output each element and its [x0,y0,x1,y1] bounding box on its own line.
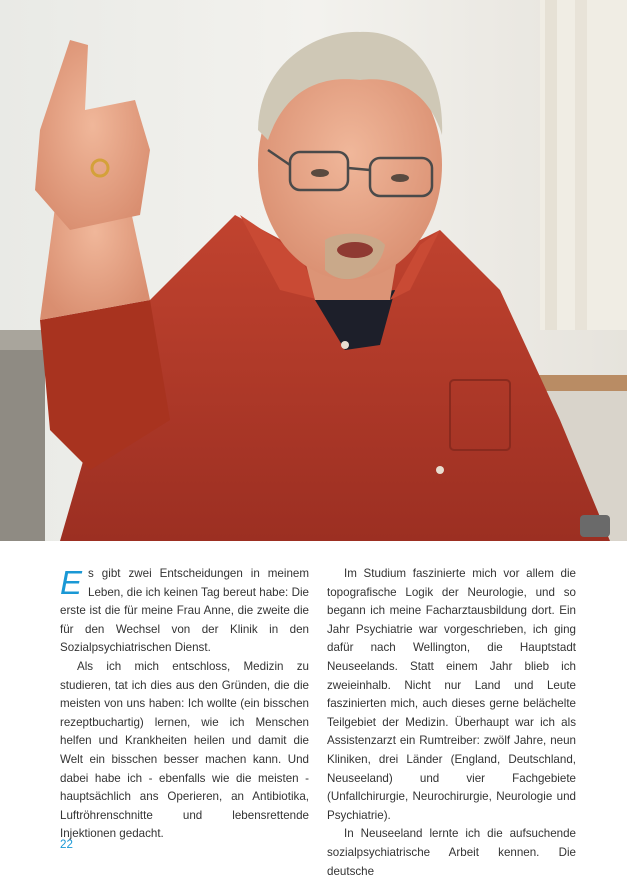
left-text-column [60,565,309,844]
paragraph: Im Studium faszinierte mich vor allem die topografische Logik der Neurologie, und so begann ich meine Facharztausbildung dort. Ein Jahr Psychiatrie war vorgeschrieben, ich ging dafür nach Wellington, die Hauptstadt Neuseelands. Statt einem Jahr blieb ich zweieinhalb. Nicht nur Land und Leute faszinierten mich, auch dieses gerne belächelte Teilgebiet der Medizin. Überhaupt war ich als Assistenzarzt ein Rumtreiber: zwölf Jahre, neun Kliniken, drei Länder (England, Deutschland, Neuseeland) und vier Fachgebiete (Unfallchirurgie, Neurochirurgie, Neurologie und Psychiatrie). [327,567,576,822]
drop-cap: E [60,564,83,601]
right-text-column [327,565,576,881]
paragraph-text: s gibt zwei Entscheidungen in meinem Leben, die ich keinen Tag bereut habe: Die erste ist die für meine Frau Anne, die zweite die für den Wechsel von der Klinik in den Sozialpsychiatrischen Dienst. [60,567,309,655]
paragraph: Als ich mich entschloss, Medizin zu studieren, tat ich dies aus den Gründen, die die meisten von uns haben: Ich wollte (ein bisschen rezeptbuchartig) lernen, wie ich Menschen helfen und Krankheiten heilen und damit die Welt ein bisschen besser machen kann. Und dabei habe ich - ebenfalls wie die meisten - hauptsächlich ans Operieren, an Antibiotika, Luftröhrenschnitte und lebensrettende Injektionen gedacht. [60,659,309,841]
page-number: 22 [60,838,73,851]
paragraph [60,565,309,658]
paragraph: In Neuseeland lernte ich die aufsuchende sozialpsychiatrische Arbeit kennen. Die deutsche [327,827,576,878]
